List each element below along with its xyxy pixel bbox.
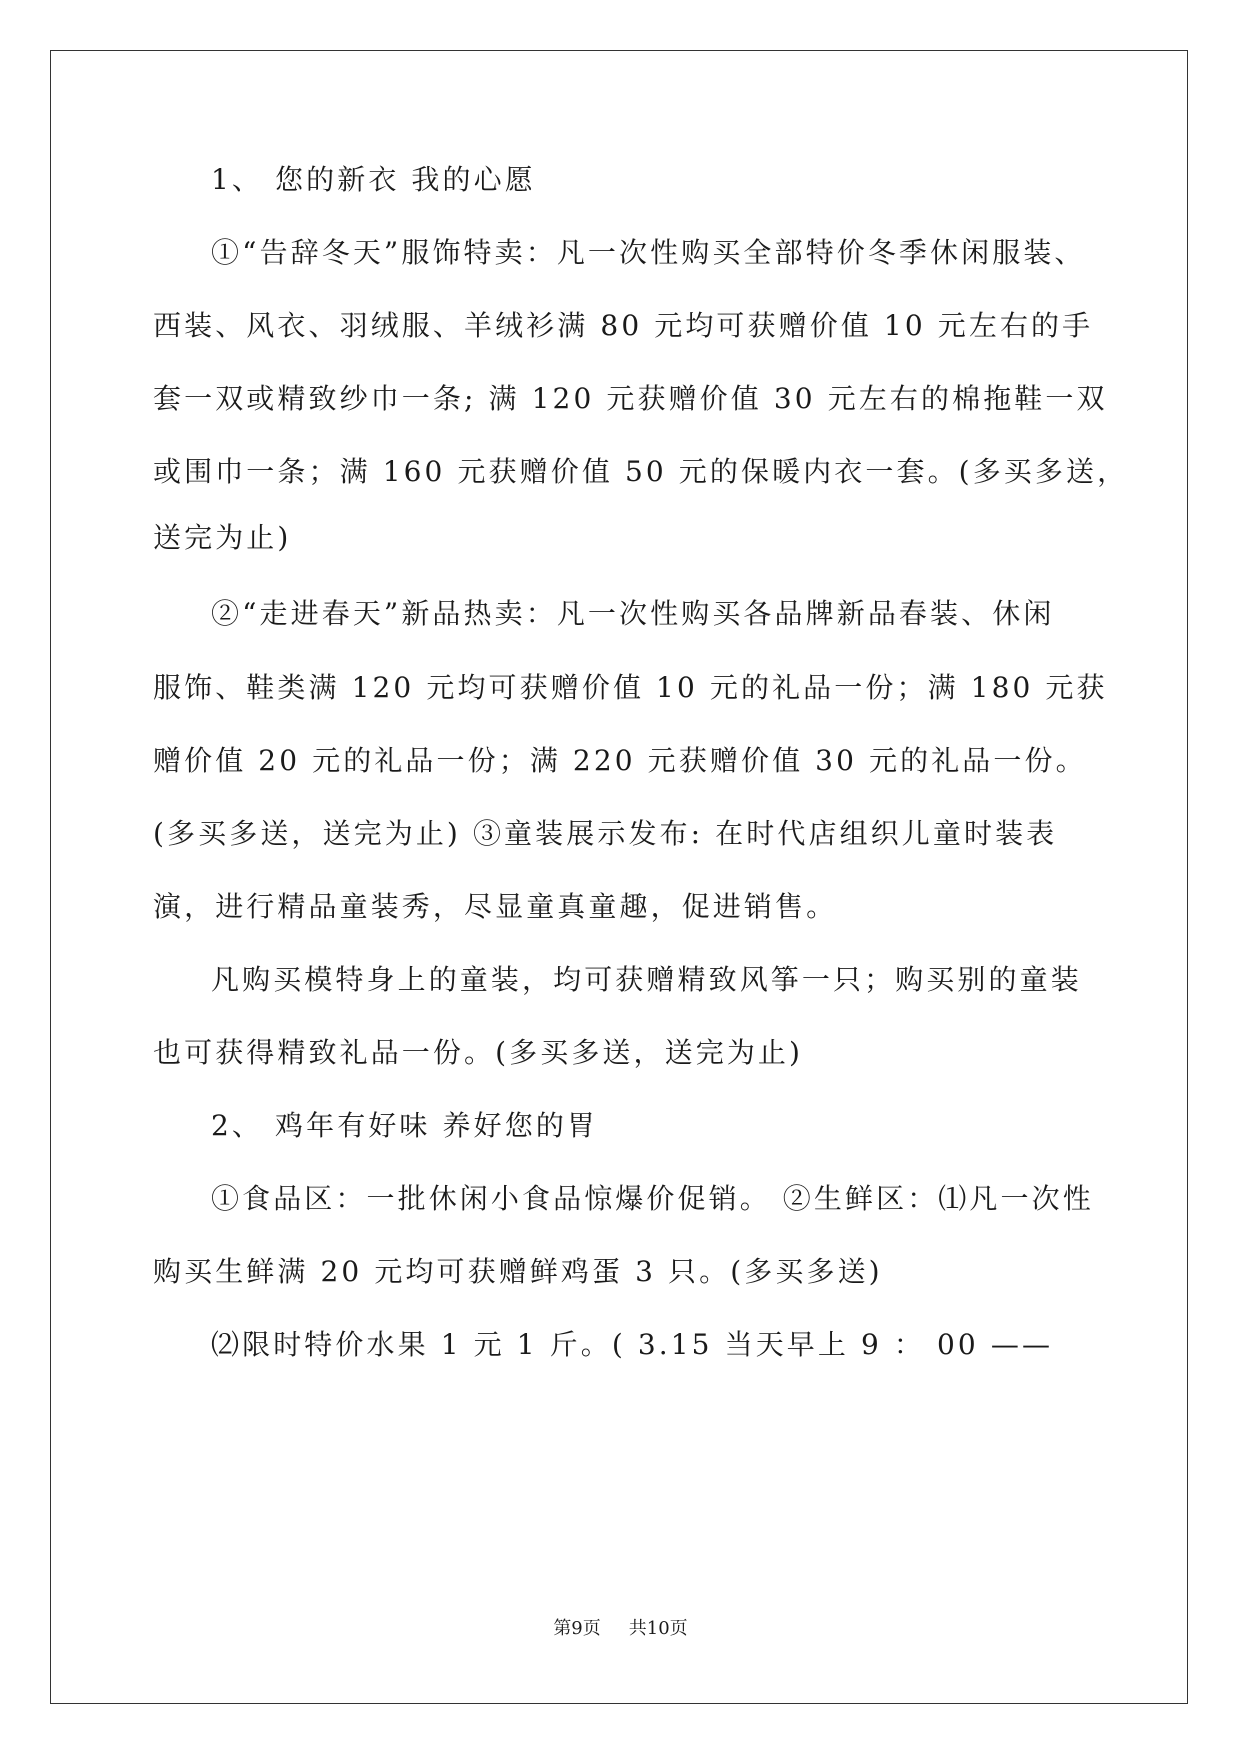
- paragraph-line: 服饰、鞋类满 120 元均可获赠价值 10 元的礼品一份；满 180 元获: [153, 671, 1108, 704]
- paragraph-line: ①“告辞冬天”服饰特卖：凡一次性购买全部特价冬季休闲服装、: [211, 236, 1086, 269]
- paragraph-line: 也可获得精致礼品一份。(多买多送，送完为止): [153, 1036, 804, 1069]
- paragraph-line: 或围巾一条；满 160 元获赠价值 50 元的保暖内衣一套。(多买多送，: [153, 455, 1129, 488]
- paragraph-line: (多买多送，送完为止) ③童装展示发布: 在时代店组织儿童时装表: [153, 817, 1058, 850]
- page-border: [50, 50, 1188, 1704]
- paragraph-line: 赠价值 20 元的礼品一份；满 220 元获赠价值 30 元的礼品一份。: [153, 744, 1087, 777]
- paragraph-line: 购买生鲜满 20 元均可获赠鲜鸡蛋 3 只。(多买多送): [153, 1255, 883, 1288]
- page-number: 第9页: [553, 1618, 601, 1639]
- paragraph-line: 凡购买模特身上的童装，均可获赠精致风筝一只；购买别的童装: [211, 963, 1082, 996]
- section-heading-2: 2、 鸡年有好味 养好您的胃: [211, 1109, 599, 1142]
- page-footer: [0, 1617, 1241, 1641]
- paragraph-line: 套一双或精致纱巾一条; 满 120 元获赠价值 30 元左右的棉拖鞋一双: [153, 382, 1108, 415]
- section-heading-1: 1、 您的新衣 我的心愿: [211, 163, 536, 196]
- paragraph-line: 送完为止): [153, 521, 292, 554]
- paragraph-line: ①食品区：一批休闲小食品惊爆价促销。 ②生鲜区：⑴凡一次性: [211, 1182, 1094, 1215]
- page-total: 共10页: [628, 1618, 688, 1639]
- paragraph-line: ②“走进春天”新品热卖：凡一次性购买各品牌新品春装、休闲: [211, 597, 1055, 630]
- paragraph-line: ⑵限时特价水果 1 元 1 斤。( 3.15 当天早上 9 ： 00 ——: [211, 1328, 1054, 1361]
- paragraph-line: 西装、风衣、羽绒服、羊绒衫满 80 元均可获赠价值 10 元左右的手: [153, 309, 1094, 342]
- paragraph-line: 演，进行精品童装秀，尽显童真童趣，促进销售。: [153, 890, 838, 923]
